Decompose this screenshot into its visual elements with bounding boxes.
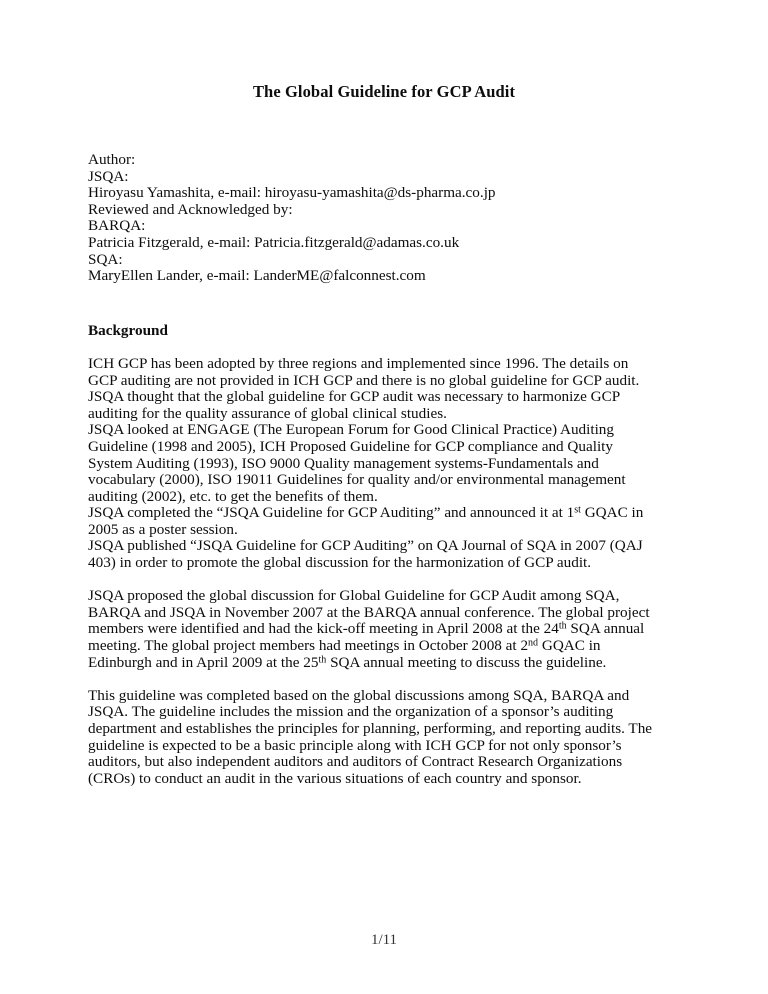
line-text-part: GQAC in — [538, 637, 601, 655]
paragraph-line — [88, 638, 658, 655]
line-text-part: SQA annual — [566, 620, 645, 638]
paragraph-line: (CROs) to conduct an audit in the various situations of each country and sponsor. — [88, 769, 582, 787]
paragraph-line — [88, 655, 658, 672]
background-paragraph-3 — [88, 688, 658, 788]
sqa-contact: MaryEllen Lander, e-mail: LanderME@falconnest.com — [88, 267, 426, 285]
barqa-contact: Patricia Fitzgerald, e-mail: Patricia.fitzgerald@adamas.co.uk — [88, 233, 460, 251]
ordinal-suffix: th — [318, 654, 327, 666]
line-text-part: Edinburgh and in April 2009 at the 25 — [88, 653, 319, 671]
line-text-part: meeting. The global project members had meetings in October 2008 at 2 — [88, 637, 529, 655]
paragraph-line: department and establishes the principles for planning, performing, and reporting audits. The — [88, 720, 653, 737]
ordinal-suffix: th — [558, 620, 567, 632]
background-paragraph-2 — [88, 588, 658, 671]
paragraph-line: JSQA. The guideline includes the mission and the organization of a sponsor’s auditing — [88, 703, 614, 721]
document-body — [88, 152, 658, 787]
paragraph-line: 2005 as a poster session. — [88, 520, 238, 538]
line-text-part: SQA annual meeting to discuss the guideline. — [326, 653, 607, 671]
line-text-part: JSQA completed the “JSQA Guideline for GCP Auditing” and announced it at 1 — [88, 504, 575, 522]
line-text-part: GQAC in — [580, 504, 644, 522]
background-paragraph-1 — [88, 356, 658, 572]
paragraph-line: Guideline (1998 and 2005), ICH Proposed Guideline for GCP compliance and Quality — [88, 437, 613, 455]
paragraph-line: auditing (2002), etc. to get the benefits of them. — [88, 487, 378, 505]
page-footer: 1/11 — [370, 932, 398, 948]
author-label: Author: — [88, 151, 136, 168]
paragraph-line: BARQA and JSQA in November 2007 at the BARQA annual conference. The global project — [88, 603, 650, 621]
paragraph-line: vocabulary (2000), ISO 19011 Guidelines for quality and/or environmental management — [88, 471, 626, 489]
reviewed-label: Reviewed and Acknowledged by: — [88, 200, 293, 218]
paragraph-line: auditing for the quality assurance of global clinical studies. — [88, 404, 447, 422]
paragraph-line — [88, 621, 658, 638]
line-text-part: members were identified and had the kick-off meeting in April 2008 at the 24 — [88, 620, 559, 638]
paragraph-line: System Auditing (1993), ISO 9000 Quality management systems-Fundamentals and — [88, 454, 599, 472]
section-heading-background: Background — [88, 321, 168, 339]
paragraph-line: This guideline was completed based on the global discussions among SQA, BARQA and — [88, 686, 630, 704]
paragraph-line: auditors, but also independent auditors and auditors of Contract Research Organizations — [88, 753, 623, 771]
paragraph-line: 403) in order to promote the global discussion for the harmonization of GCP audit. — [88, 554, 592, 572]
paragraph-line: JSQA published “JSQA Guideline for GCP Auditing” on QA Journal of SQA in 2007 (QAJ — [88, 537, 643, 555]
ordinal-suffix: nd — [528, 637, 539, 649]
ordinal-suffix: st — [574, 504, 581, 516]
author-block — [88, 152, 658, 285]
paragraph-line: JSQA thought that the global guideline for GCP audit was necessary to harmonize GCP — [88, 388, 621, 406]
paragraph-line: JSQA proposed the global discussion for Global Guideline for GCP Audit among SQA, — [88, 587, 620, 605]
jsqa-label: JSQA: — [88, 167, 129, 185]
paragraph-line — [88, 505, 658, 522]
page-title: The Global Guideline for GCP Audit — [252, 82, 516, 101]
barqa-label: BARQA: — [88, 217, 146, 235]
jsqa-contact: Hiroyasu Yamashita, e-mail: hiroyasu-yamashita@ds-pharma.co.jp — [88, 184, 496, 202]
paragraph-line: guideline is expected to be a basic principle along with ICH GCP for not only sponsor’s — [88, 736, 622, 754]
paragraph-line: GCP auditing are not provided in ICH GCP and there is no global guideline for GCP audit. — [88, 371, 640, 389]
paragraph-line: ICH GCP has been adopted by three regions and implemented since 1996. The details on — [88, 354, 629, 372]
sqa-label: SQA: — [88, 250, 123, 268]
paragraph-line: JSQA looked at ENGAGE (The European Forum for Good Clinical Practice) Auditing — [88, 421, 614, 439]
